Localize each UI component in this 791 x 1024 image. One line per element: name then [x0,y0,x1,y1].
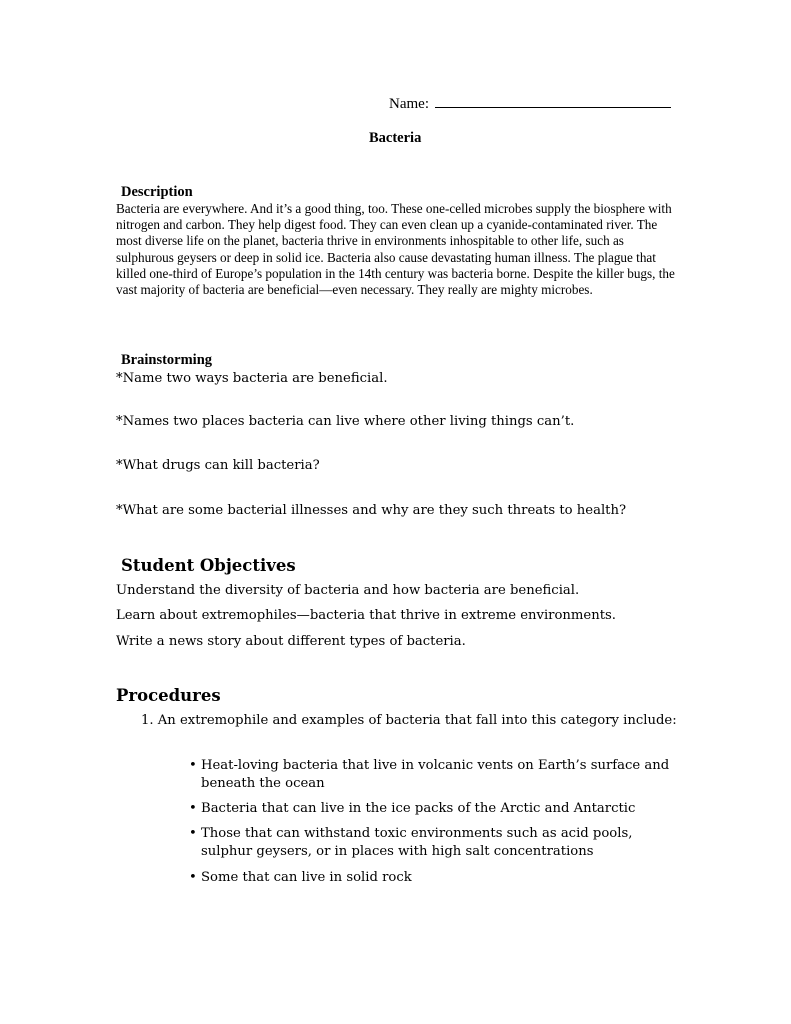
list-item-text: Heat-loving bacteria that live in volcanic vents on Earth’s surface and beneath the ocean [201,758,670,791]
list-item-text: Some that can live in solid rock [201,870,412,885]
objective-item: Learn about extremophiles—bacteria that thrive in extreme environments. [116,608,616,623]
list-item [189,757,671,793]
brainstorm-question: *Name two ways bacteria are beneficial. [116,371,388,386]
bullet-icon: • [189,801,197,816]
brainstorming-heading: Brainstorming [121,352,213,368]
bullet-icon: • [189,758,197,773]
objectives-heading: Student Objectives [121,556,296,575]
bullet-icon: • [189,826,197,841]
list-item [189,825,671,861]
description-heading: Description [121,184,193,200]
list-item [189,800,671,818]
page-title: Bacteria [369,130,422,146]
list-item-text: Those that can withstand toxic environments such as acid pools, sulphur geysers, or in places with high salt concentrations [201,826,633,859]
list-item [189,869,671,887]
brainstorm-question: *What drugs can kill bacteria? [116,458,320,473]
name-label: Name: [389,96,429,112]
bullet-icon: • [189,870,197,885]
objective-item: Understand the diversity of bacteria and how bacteria are beneficial. [116,583,580,598]
name-field [389,92,671,113]
procedure-step: 1. An extremophile and examples of bacteria that fall into this category include: [141,713,677,728]
name-blank-line[interactable] [435,92,671,108]
description-paragraph: Bacteria are everywhere. And it’s a good thing, too. These one-celled microbes supply the biosphere with nitrogen and carbon. They help digest food. They can even clean up a cyanide-contaminated river. The most diverse life on the planet, bacteria thrive in environments inhospitable to other life, such as sulphurous geysers or deep in solid ice. Bacteria also cause devastating human illness. The plague that killed one-third of Europe’s population in the 14th century was bacteria borne. Despite the killer bugs, the vast majority of bacteria are beneficial—even necessary. They really are mighty microbes. [116,201,675,298]
brainstorm-question: *Names two places bacteria can live where other living things can’t. [116,414,575,429]
procedures-heading: Procedures [116,686,221,705]
brainstorm-question: *What are some bacterial illnesses and why are they such threats to health? [116,503,627,518]
list-item-text: Bacteria that can live in the ice packs of the Arctic and Antarctic [201,801,636,816]
objective-item: Write a news story about different types of bacteria. [116,634,466,649]
